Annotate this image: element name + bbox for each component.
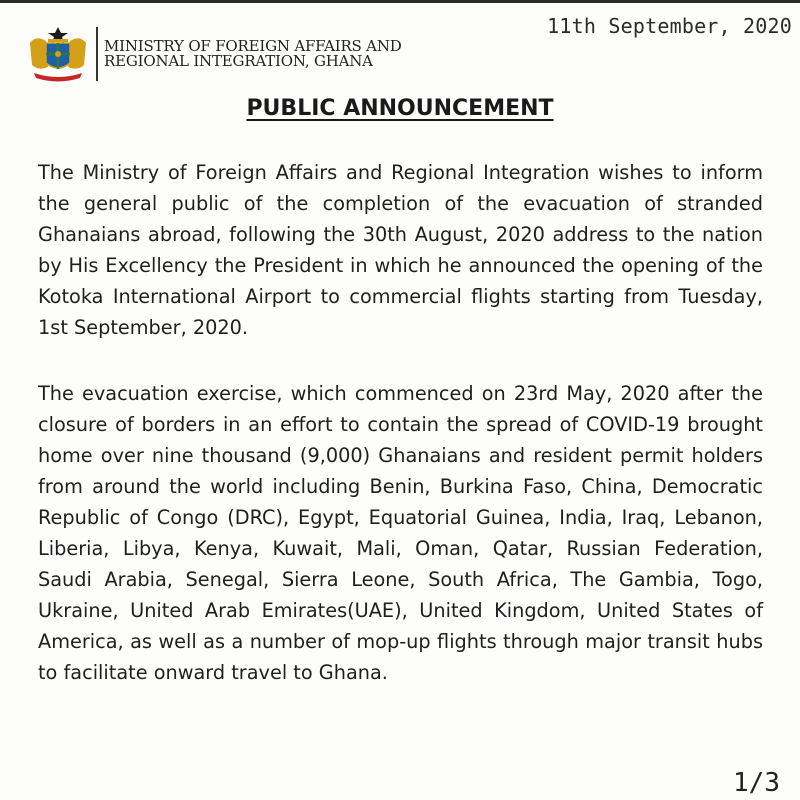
page-title-text: PUBLIC ANNOUNCEMENT [246, 96, 554, 121]
paragraph-2: The evacuation exercise, which commenced on 23rd May, 2020 after the closure of borders in an effort to contain the spread of COVID-19 brought home over nine thousand (9,000) Ghanaians and resident permit holders from around the world including Benin, Burkina Faso, China, Democratic Republic of Congo (DRC), Egypt, Equatorial Guinea, India, Iraq, Lebanon, Liberia, Libya, Kenya, Kuwait, Mali, Oman, Qatar, Russian Federation, Saudi Arabia, Senegal, Sierra Leone, South Africa, The Gambia, Togo, Ukraine, United Arab Emirates(UAE), United Kingdom, United States of America, as well as a number of mop-up flights through major transit hubs to facilitate onward travel to Ghana. [38, 382, 763, 684]
top-border [0, 0, 800, 3]
page-title [0, 96, 800, 121]
ministry-name-line1: MINISTRY OF FOREIGN AFFAIRS AND [104, 37, 402, 55]
header-divider [96, 27, 98, 81]
paragraph-1: The Ministry of Foreign Affairs and Regional Integration wishes to inform the general public of the completion of the evacuation of stranded Ghanaians abroad, following the 30th August, 2020 address to the nation by His Excellency the President in which he announced the opening of the Kotoka International Airport to commercial flights starting from Tuesday, 1st September, 2020. [38, 161, 763, 339]
ministry-header [26, 24, 402, 84]
ministry-name-line2: REGIONAL INTEGRATION, GHANA [104, 52, 373, 70]
ministry-name [104, 39, 402, 69]
ghana-coat-of-arms-icon [26, 25, 90, 83]
page-indicator: 1/3 [733, 768, 780, 798]
announcement-date: 11th September, 2020 [547, 14, 792, 38]
